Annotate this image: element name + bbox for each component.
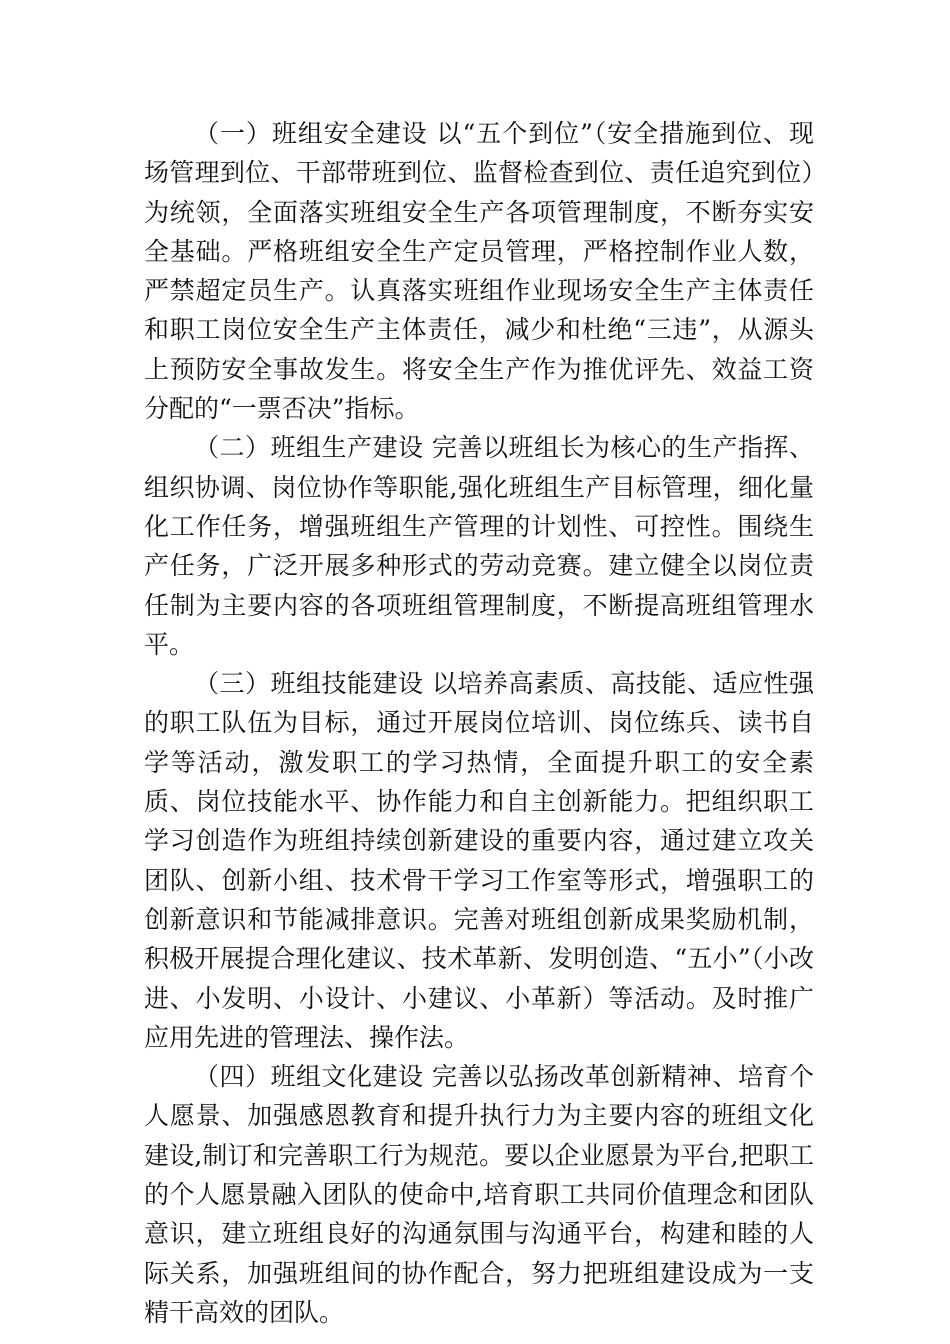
paragraph-culture-construction: （四）班组文化建设 完善以弘扬改革创新精神、培育个人愿景、加强感恩教育和提升执行力为主要内容的班组文化建设,制订和完善职工行为规范。要以企业愿景为平台,把职工的个人愿景融入团队的使命中,培育职工共同价值理念和团队意识，建立班组良好的沟通氛围与沟通平台，构建和睦的人际关系，加强班组间的协作配合，努力把班组建设成为一支精干高效的团队。 <box>144 1062 814 1327</box>
paragraph-skills-construction: （三）班组技能建设 以培养高素质、高技能、适应性强的职工队伍为目标，通过开展岗位培训、岗位练兵、读书自学等活动，激发职工的学习热情，全面提升职工的安全素质、岗位技能水平、协作能力和自主创新能力。把组织职工学习创造作为班组持续创新建设的重要内容，通过建立攻关团队、创新小组、技术骨干学习工作室等形式，增强职工的创新意识和节能减排意识。完善对班组创新成果奖励机制，积极开展提合理化建议、技术革新、发明创造、“五小”（小改进、小发明、小设计、小建议、小革新）等活动。及时推广应用先进的管理法、操作法。 <box>144 669 814 1052</box>
document-body <box>144 114 814 1332</box>
paragraph-production-construction: （二）班组生产建设 完善以班组长为核心的生产指挥、组织协调、岗位协作等职能,强化班组生产目标管理，细化量化工作任务，增强班组生产管理的计划性、可控性。围绕生产任务，广泛开展多种形式的劳动竞赛。建立健全以岗位责任制为主要内容的各项班组管理制度，不断提高班组管理水平。 <box>144 433 814 659</box>
paragraph-safety-construction: （一）班组安全建设 以“五个到位”（安全措施到位、现场管理到位、干部带班到位、监督检查到位、责任追究到位）为统领，全面落实班组安全生产各项管理制度，不断夯实安全基础。严格班组安全生产定员管理，严格控制作业人数，严禁超定员生产。认真落实班组作业现场安全生产主体责任和职工岗位安全生产主体责任，减少和杜绝“三违”，从源头上预防安全事故发生。将安全生产作为推优评先、效益工资分配的“一票否决”指标。 <box>144 119 814 424</box>
